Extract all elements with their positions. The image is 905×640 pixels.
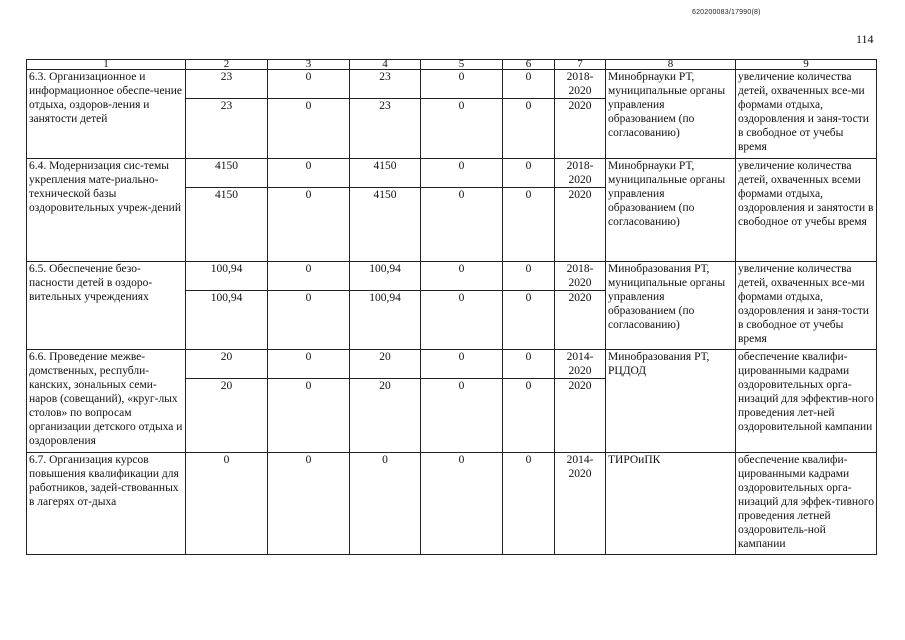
page-number: 114 — [856, 32, 874, 46]
value-cell: 0 — [503, 453, 555, 555]
value-cell: 100,94 — [186, 291, 268, 350]
value-cell: 0 — [421, 159, 503, 188]
value-cell: 4150 — [186, 188, 268, 262]
value-cell: 0 — [268, 159, 350, 188]
result-cell: обеспечение квалифи-цированными кадрами оздоровительных орга-низаций для эффектив-ного проведения лет-ней оздоровительной кампании — [736, 350, 877, 453]
value-cell: 0 — [503, 262, 555, 291]
result-cell: увеличение количества детей, охваченных все-ми формами отдыха, оздоровления и заня-тости в свободное от учебы время — [736, 70, 877, 159]
value-cell: 0 — [421, 379, 503, 453]
table-row — [27, 350, 877, 379]
executor-cell: Минобрнауки РТ, муниципальные органы управления образованием (по согласованию) — [606, 70, 736, 159]
result-cell: увеличение количества детей, охваченных все-ми формами отдыха, оздоровления и заня-тости в свободное от учебы время — [736, 262, 877, 350]
value-cell: 0 — [268, 99, 350, 159]
period-cell: 2020 — [555, 379, 606, 453]
value-cell: 0 — [421, 188, 503, 262]
value-cell: 20 — [350, 379, 421, 453]
value-cell: 4150 — [186, 159, 268, 188]
header-cell: 7 — [555, 60, 606, 70]
table-row — [27, 70, 877, 99]
header-cell: 4 — [350, 60, 421, 70]
value-cell: 0 — [268, 453, 350, 555]
value-cell: 0 — [186, 453, 268, 555]
value-cell: 0 — [350, 453, 421, 555]
value-cell: 4150 — [350, 159, 421, 188]
period-cell: 2018-2020 — [555, 262, 606, 291]
value-cell: 0 — [268, 262, 350, 291]
header-cell: 9 — [736, 60, 877, 70]
value-cell: 0 — [503, 99, 555, 159]
value-cell: 0 — [268, 291, 350, 350]
value-cell: 0 — [421, 453, 503, 555]
executor-cell: Минобразования РТ, муниципальные органы управления образованием (по согласованию) — [606, 262, 736, 350]
header-cell: 1 — [27, 60, 186, 70]
header-cell: 8 — [606, 60, 736, 70]
activity-name: 6.7. Организация курсов повышения квалификации для работников, задей-ствованных в лагерях от-дыха — [27, 453, 186, 555]
result-cell: обеспечение квалифи-цированными кадрами оздоровительных орга-низаций для эффек-тивного проведения летней оздоровитель-ной кампании — [736, 453, 877, 555]
executor-cell: Минобразования РТ, РЦДОД — [606, 350, 736, 453]
value-cell: 100,94 — [350, 291, 421, 350]
value-cell: 100,94 — [350, 262, 421, 291]
header-cell: 6 — [503, 60, 555, 70]
executor-cell: ТИРОиПК — [606, 453, 736, 555]
activity-name: 6.4. Модернизация сис-темы укрепления мате-риально-технической базы оздоровительных учреж-дений — [27, 159, 186, 262]
header-row — [27, 60, 877, 70]
value-cell: 0 — [268, 350, 350, 379]
period-cell: 2018-2020 — [555, 159, 606, 188]
value-cell: 20 — [186, 350, 268, 379]
value-cell: 0 — [503, 291, 555, 350]
period-cell: 2020 — [555, 291, 606, 350]
value-cell: 4150 — [350, 188, 421, 262]
value-cell: 100,94 — [186, 262, 268, 291]
value-cell: 0 — [421, 291, 503, 350]
table-row — [27, 453, 877, 555]
period-cell: 2020 — [555, 99, 606, 159]
value-cell: 23 — [186, 70, 268, 99]
value-cell: 0 — [503, 70, 555, 99]
program-table — [26, 59, 877, 555]
value-cell: 0 — [421, 99, 503, 159]
table-row — [27, 262, 877, 291]
value-cell: 23 — [350, 70, 421, 99]
activity-name: 6.3. Организационное и информационное обеспе-чение отдыха, оздоров-ления и занятости детей — [27, 70, 186, 159]
executor-cell: Минобрнауки РТ, муниципальные органы управления образованием (по согласованию) — [606, 159, 736, 262]
header-cell: 2 — [186, 60, 268, 70]
value-cell: 20 — [350, 350, 421, 379]
value-cell: 0 — [503, 350, 555, 379]
document-code: 620200083/17990(8) — [692, 9, 761, 16]
value-cell: 23 — [350, 99, 421, 159]
value-cell: 0 — [268, 188, 350, 262]
value-cell: 0 — [268, 70, 350, 99]
value-cell: 0 — [421, 350, 503, 379]
value-cell: 0 — [268, 379, 350, 453]
activity-name: 6.5. Обеспечение безо-пасности детей в оздоро-вительных учреждениях — [27, 262, 186, 350]
value-cell: 0 — [503, 379, 555, 453]
value-cell: 20 — [186, 379, 268, 453]
value-cell: 0 — [421, 70, 503, 99]
period-cell: 2020 — [555, 188, 606, 262]
table-row — [27, 159, 877, 188]
activity-name: 6.6. Проведение межве-домственных, республи-канских, зональных семи-наров (совещаний), «круг-лых столов» по вопросам организации детского отдыха и оздоровления — [27, 350, 186, 453]
header-cell: 3 — [268, 60, 350, 70]
period-cell: 2014-2020 — [555, 350, 606, 379]
result-cell: увеличение количества детей, охваченных всеми формами отдыха, оздоровления и занятости в свободное от учебы время — [736, 159, 877, 262]
value-cell: 0 — [503, 159, 555, 188]
period-cell: 2014-2020 — [555, 453, 606, 555]
value-cell: 23 — [186, 99, 268, 159]
value-cell: 0 — [421, 262, 503, 291]
value-cell: 0 — [503, 188, 555, 262]
header-cell: 5 — [421, 60, 503, 70]
period-cell: 2018-2020 — [555, 70, 606, 99]
